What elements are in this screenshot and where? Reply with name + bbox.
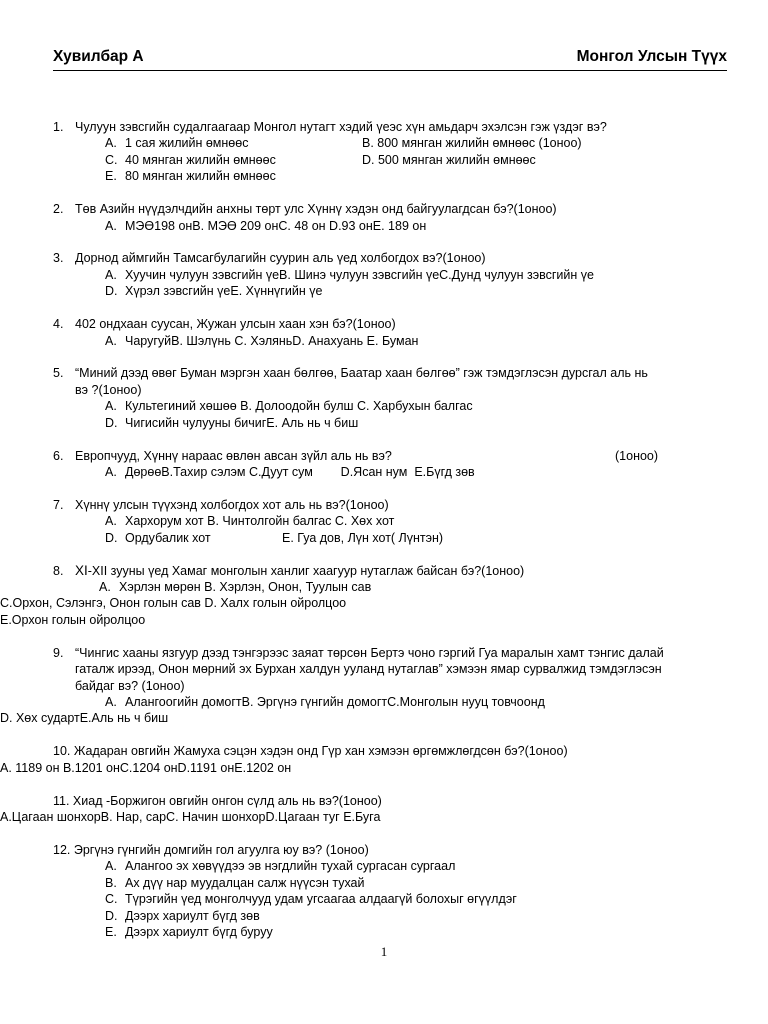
question-text: 10. Жадаран овгийн Жамуха сэцэн хэдэн онд Гүр хан хэмээн өргөмжлөгдсөн бэ?(1оноо) (53, 744, 568, 759)
question-text: 12. Эргүнэ гүнгийн домгийн гол агуулга юу вэ? (1оноо) (53, 842, 369, 857)
option-letter: A. (99, 580, 111, 595)
option-letter: A. (105, 514, 117, 529)
answer-options: E.Орхон голын ойролцоо (0, 612, 146, 627)
option-letter: A. (105, 333, 117, 348)
question-text: “Миний дээд өвөг Буман мэргэн хаан бөлгөө, Баатар хаан бөлгөө” гэж тэмдэглэсэн дурсгал аль нь (75, 366, 648, 381)
question-8 (0, 562, 727, 629)
question-number: 7. (53, 497, 64, 512)
page-number: 1 (380, 944, 388, 959)
question-2 (53, 201, 727, 234)
option-letter: D. (105, 284, 118, 299)
question-9 (0, 645, 727, 727)
option-c: 40 мянган жилийн өмнөөс (125, 152, 276, 167)
question-text: Дорнод аймгийн Тамсагбулагийн суурин аль үед холбогдох вэ?(1оноо) (75, 251, 486, 266)
question-text: Европчууд, Хүннү нараас өвлөн авсан зүйл аль нь вэ? (75, 448, 392, 463)
question-5 (53, 365, 727, 431)
option-letter: D. (105, 415, 118, 430)
option-c: Түрэгийн үед монголчууд удам угсаагаа алдаагүй болохыг өгүүлдэг (125, 892, 517, 907)
question-number: 4. (53, 317, 64, 332)
option-letter: C. (105, 152, 118, 167)
century-roman: XI (75, 562, 88, 578)
answer-options: A. 1189 он B.1201 онC.1204 онD.1191 онE.1202 он (0, 760, 292, 775)
answer-options: D. Хөх судартE.Аль нь ч биш (0, 711, 169, 726)
score-label: (1оноо) (615, 448, 659, 463)
option-letter: A. (105, 267, 117, 282)
option-a: 1 сая жилийн өмнөөс (125, 136, 249, 151)
question-text: 402 ондхаан суусан, Жужан улсын хаан хэн бэ?(1оноо) (75, 317, 396, 332)
question-text: -XII зууны үед Хамаг монголын ханлиг хаагуур нутаглаж байсан бэ?(1оноо) (87, 563, 525, 578)
option-letter: E. (105, 169, 117, 184)
option-e: Дээрх хариулт бүгд буруу (125, 924, 273, 939)
question-number: 8. (53, 563, 64, 578)
question-7 (53, 497, 727, 546)
answer-options: Хуучин чулуун зэвсгийн үеB. Шинэ чулуун зэвсгийн үеC.Дунд чулуун зэвсгийн үе (125, 267, 594, 282)
page-header (53, 48, 727, 71)
question-text-continued: гаталж ирээд, Онон мөрний эх Бурхан халдун ууланд нутаглав” хэмээн ямар сурвалжид тэмдэглэсэн (75, 662, 662, 677)
option-letter: D. (105, 908, 118, 923)
question-number: 9. (53, 645, 64, 660)
question-number: 5. (53, 366, 64, 381)
question-10 (0, 743, 727, 776)
answer-options: Хархорум хот B. Чинтолгойн балгас C. Хөх хот (125, 514, 395, 529)
answer-options: Хэрлэн мөрөн B. Хэрлэн, Онон, Туулын сав (119, 580, 372, 595)
answer-options: Чигисийн чулууны бичигE. Аль нь ч биш (125, 415, 359, 430)
answer-options: Алангоогийн домогтB. Эргүнэ гүнгийн домогтC.Монголын нууц товчоонд (125, 694, 545, 709)
question-number: 1. (53, 120, 64, 134)
subject-title: Монгол Улсын Түүх (576, 48, 727, 65)
option-b: Ах дүү нар муудалцан салж нүүсэн тухай (125, 875, 365, 890)
question-text: Төв Азийн нүүдэлчдийн анхны төрт улс Хүннү хэдэн онд байгуулагдсан бэ?(1оноо) (75, 202, 557, 217)
question-text: Чулуун зэвсгийн судалгаагаар Монгол нутагт хэдий үеэс хүн амьдарч эхэлсэн гэж үздэг вэ? (75, 120, 607, 134)
question-1 (53, 119, 727, 185)
question-number: 6. (53, 448, 64, 463)
option-e: E. Гуа дов, Лүн хот( Лүнтэн) (282, 530, 444, 545)
option-letter: A. (105, 218, 117, 233)
option-d: Ордубалик хот (125, 530, 211, 545)
question-text: “Чингис хааны язгуур дээд тэнгэрээс заяат төрсөн Бертэ чоно гэргий Гуа маралын хамт тэнгис далай (75, 645, 664, 660)
option-letter: A. (105, 859, 117, 874)
option-letter: D. (105, 530, 118, 545)
variant-label: Хувилбар А (53, 48, 144, 65)
option-d: D. 500 мянган жилийн өмнөөс (362, 152, 536, 167)
option-letter: E. (105, 924, 117, 939)
option-d: Дээрх хариулт бүгд зөв (125, 908, 260, 923)
answer-options: A.Цагаан шонхорB. Нар, сарC. Начин шонхорD.Цагаан туг E.Буга (0, 810, 381, 824)
question-number: 3. (53, 251, 64, 266)
answer-options: ДөрөөB.Тахир сэлэм C.Дуут сум D.Ясан нум E.Бүгд зөв (125, 465, 475, 479)
question-text-continued: байдаг вэ? (1оноо) (75, 678, 185, 693)
question-12 (53, 842, 727, 940)
question-11 (0, 793, 727, 826)
option-letter: C. (105, 892, 118, 907)
option-e: 80 мянган жилийн өмнөөс (125, 169, 276, 184)
option-letter: A. (105, 136, 117, 151)
question-4 (53, 316, 727, 349)
option-letter: A. (105, 694, 117, 709)
question-text: Хүннү улсын түүхэнд холбогдох хот аль нь вэ?(1оноо) (75, 497, 389, 512)
option-letter: B. (105, 875, 117, 890)
question-6 (53, 448, 727, 481)
option-letter: A. (105, 465, 117, 479)
answer-options: Культегиний хөшөө B. Долоодойн булш C. Харбухын балгас (125, 399, 473, 414)
question-number: 2. (53, 202, 64, 217)
question-list (0, 119, 727, 957)
question-text-continued: вэ ?(1оноо) (75, 382, 142, 397)
option-b: B. 800 мянган жилийн өмнөөс (1оноо) (362, 136, 582, 151)
answer-options: МЭӨ198 онB. МЭӨ 209 онC. 48 он D.93 онE. 189 он (125, 218, 427, 233)
answer-options: C.Орхон, Сэлэнгэ, Онон голын сав D. Халх голын ойролцоо (0, 596, 347, 611)
answer-options: ЧаругуйB. Шэлүнь C. ХэляньD. Анахуань E. Буман (125, 333, 419, 348)
option-a: Алангоо эх хөвүүдээ эв нэгдлийн тухай сургасан сургаал (125, 859, 456, 874)
question-3 (53, 250, 727, 299)
option-letter: A. (105, 399, 117, 414)
answer-options: Хүрэл зэвсгийн үеE. Хүннүгийн үе (125, 284, 323, 299)
question-text: 11. Хиад -Боржигон овгийн онгон сүлд аль нь вэ?(1оноо) (53, 793, 382, 808)
